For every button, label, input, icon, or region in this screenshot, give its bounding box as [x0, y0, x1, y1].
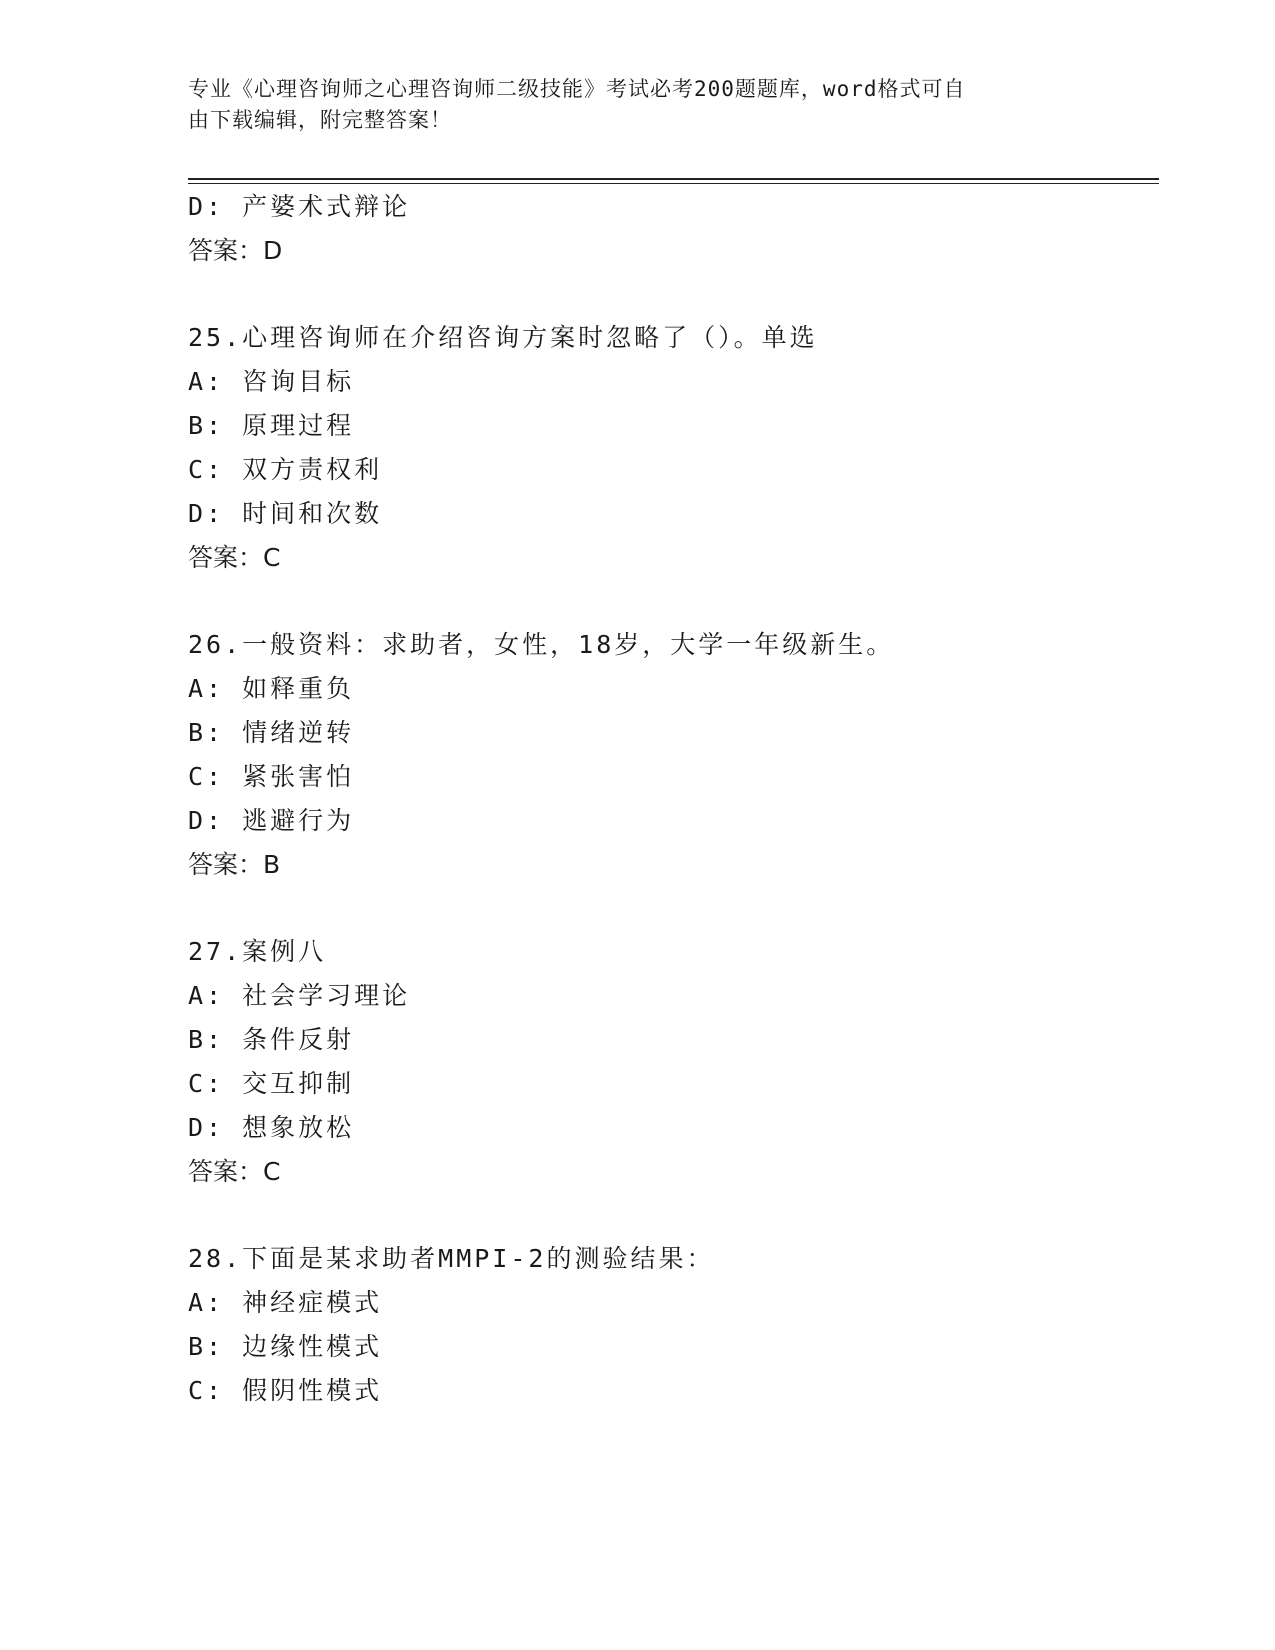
header-line-1: 专业《心理咨询师之心理咨询师二级技能》考试必考200题题库，word格式可自	[188, 77, 966, 101]
question-28-option-a: A: 神经症模式	[188, 1288, 383, 1317]
question-27-stem: 27.案例八	[188, 937, 327, 966]
question-28-stem: 28.下面是某求助者MMPI-2的测验结果：	[188, 1244, 715, 1273]
question-25-answer: 答案：C	[188, 543, 281, 572]
question-25-stem: 25.心理咨询师在介绍咨询方案时忽略了（）。单选	[188, 323, 818, 352]
question-26-option-b: B: 情绪逆转	[188, 718, 355, 747]
question-27-option-d: D: 想象放松	[188, 1113, 355, 1142]
header-line-2: 由下载编辑，附完整答案！	[188, 108, 452, 132]
question-28-option-c: C: 假阴性模式	[188, 1376, 383, 1405]
document-header	[188, 74, 1088, 136]
question-26-answer: 答案：B	[188, 850, 281, 879]
question-26-option-d: D: 逃避行为	[188, 806, 355, 835]
question-27-answer: 答案：C	[188, 1157, 281, 1186]
question-26-option-a: A: 如释重负	[188, 674, 355, 703]
question-25-option-a: A: 咨询目标	[188, 367, 355, 396]
question-27-option-b: B: 条件反射	[188, 1025, 355, 1054]
question-27-option-c: C: 交互抑制	[188, 1069, 355, 1098]
question-25-option-b: B: 原理过程	[188, 411, 355, 440]
question-28-option-b: B: 边缘性模式	[188, 1332, 383, 1361]
question-25-option-d: D: 时间和次数	[188, 499, 383, 528]
header-divider-thin	[188, 183, 1159, 184]
question-27-option-a: A: 社会学习理论	[188, 981, 411, 1010]
prev-answer: 答案：D	[188, 236, 283, 265]
question-26-stem: 26.一般资料：求助者，女性，18岁，大学一年级新生。	[188, 630, 895, 659]
prev-option-d: D: 产婆术式辩论	[188, 192, 411, 221]
question-26-option-c: C: 紧张害怕	[188, 762, 355, 791]
header-divider-thick	[188, 178, 1159, 180]
question-25-option-c: C: 双方责权利	[188, 455, 383, 484]
